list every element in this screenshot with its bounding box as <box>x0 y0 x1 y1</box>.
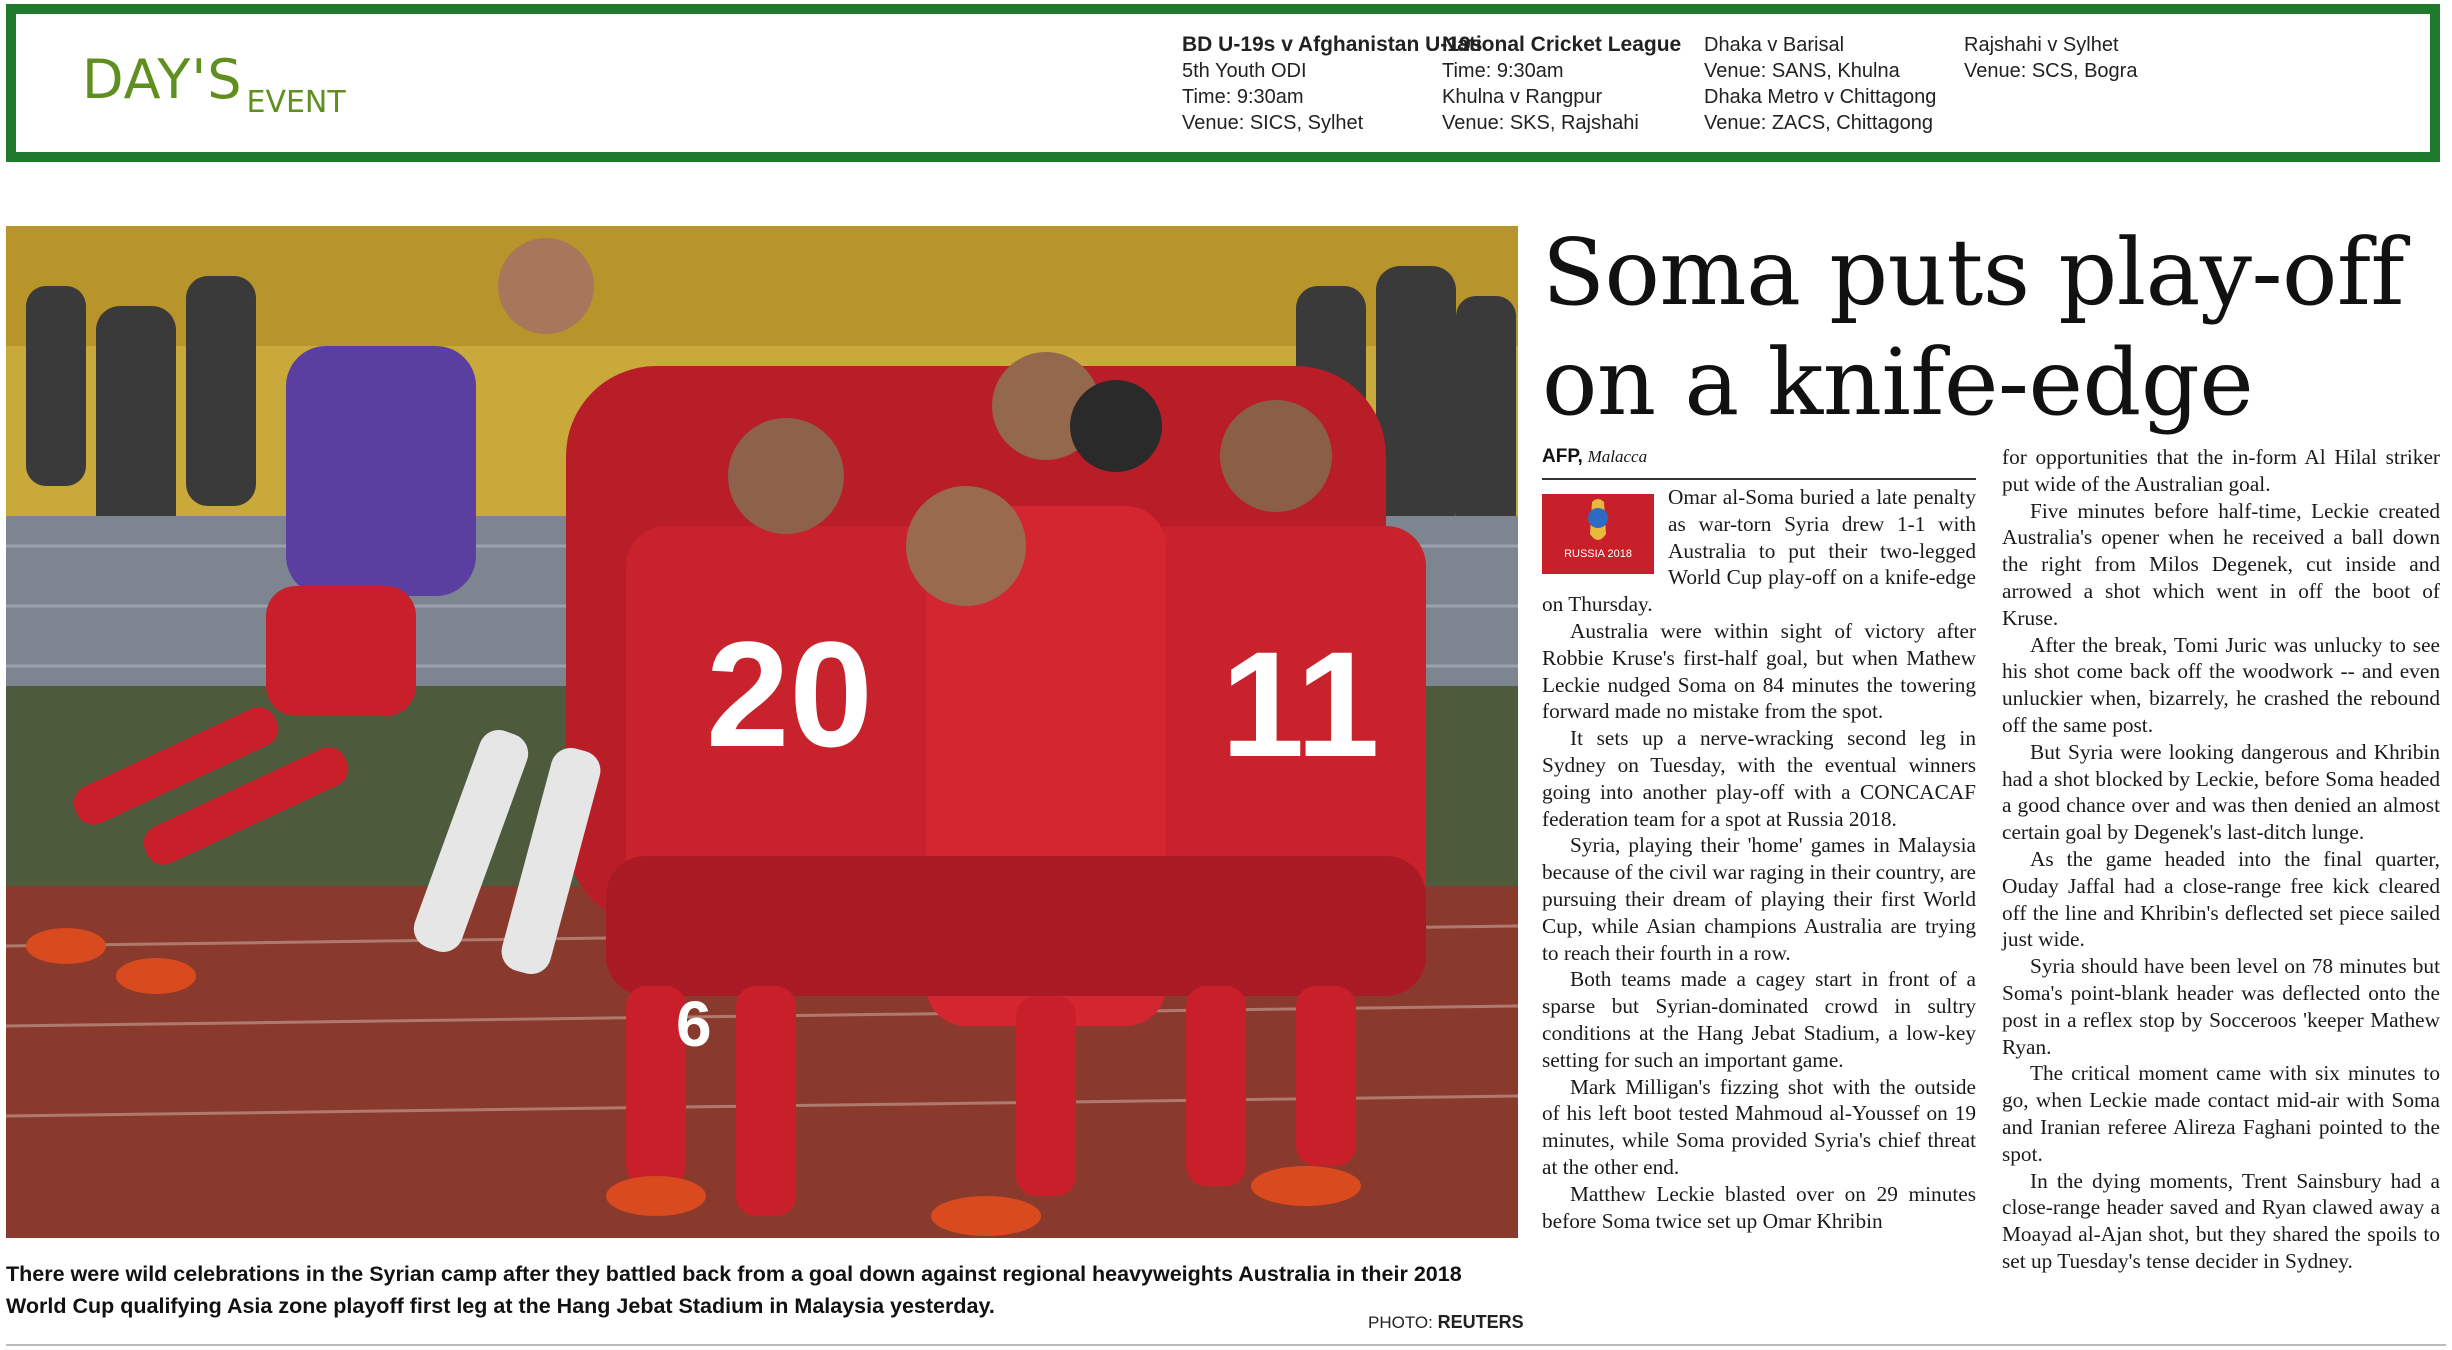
byline <box>1542 446 1647 468</box>
article-paragraph: Australia were within sight of victory after Robbie Kruse's first-half goal, but when Mathew Leckie nudged Soma on 84 minutes the towering forward made no mistake from the spot. <box>1542 618 1976 724</box>
player-head <box>906 486 1026 606</box>
player-shorts <box>266 586 416 716</box>
headline <box>1542 218 2442 438</box>
huddle-shorts <box>606 856 1426 996</box>
banner-inner <box>16 14 2430 152</box>
fixture-block-1 <box>1182 32 1482 136</box>
article-paragraph: It sets up a nerve-wracking second leg in Sydney on Tuesday, with the eventual winners going into another play-off with a CONCACAF federation team for a spot at Russia 2018. <box>1542 726 1976 831</box>
fixture-line: Dhaka v Barisal <box>1704 34 1845 56</box>
article-paragraph: Five minutes before half-time, Leckie created Australia's opener when he received a ball down the right from Milos Degenek, cut inside and arrowed a shot which went in off the boot of Kruse. <box>2002 498 2440 630</box>
article-column-1 <box>1542 484 1976 1234</box>
headline-line-1: Soma puts play-off <box>1542 219 2405 326</box>
fixture-line: Venue: ZACS, Chittagong <box>1704 112 1934 134</box>
article-paragraph: for opportunities that the in-form Al Hilal striker put wide of the Australian goal. <box>2002 445 2440 496</box>
byline-agency: AFP, <box>1542 446 1583 467</box>
brand-sub: EVENT <box>246 85 346 120</box>
fixture-line: Khulna v Rangpur <box>1442 86 1603 108</box>
photo-caption: There were wild celebrations in the Syrian camp after they battled back from a goal down against regional heavyweights Australia in their 2018 World Cup qualifying Asia zone playoff first leg at the Hang Jebat Stadium in Malaysia yesterday. <box>6 1262 1462 1318</box>
credit-source: REUTERS <box>1437 1312 1524 1332</box>
fixture-block-4 <box>1964 32 2137 84</box>
headline-line-2: on a knife-edge <box>1542 329 2254 436</box>
days-event-banner <box>6 4 2440 162</box>
celebration-photo <box>6 226 1518 1238</box>
fixture-title: BD U-19s v Afghanistan U-19s <box>1182 33 1483 56</box>
article-paragraph: Matthew Leckie blasted over on 29 minutes before Soma twice set up Omar Khribin <box>1542 1181 1976 1233</box>
article-paragraph: But Syria were looking dangerous and Khribin had a shot blocked by Leckie, before Soma headed a good chance over and was then denied an almost certain goal by Degenek's last-ditch lunge. <box>2002 739 2440 845</box>
fixture-line: Venue: SICS, Sylhet <box>1182 112 1364 134</box>
article-paragraph: The critical moment came with six minutes to go, when Leckie made contact mid-air with Soma and Iranian referee Alireza Faghani pointed to the spot. <box>2002 1061 2440 1166</box>
byline-place: Malacca <box>1587 447 1648 466</box>
player-head <box>1220 400 1332 512</box>
byline-rule <box>1542 478 1976 480</box>
logo-text: RUSSIA 2018 <box>1564 548 1632 561</box>
article-paragraph: Mark Milligan's fizzing shot with the outside of his left boot tested Mahmoud al-Youssef on 19 minutes, while Soma provided Syria's chief threat at the other end. <box>1542 1074 1976 1179</box>
article-column-2 <box>2002 444 2440 1275</box>
player-head <box>728 418 844 534</box>
article-paragraph: Syria should have been level on 78 minutes but Soma's point-blank header was deflected onto the post in a reflex stop by Socceroos 'keeper Mathew Ryan. <box>2002 954 2440 1059</box>
article-paragraph: In the dying moments, Trent Sainsbury had a close-range header saved and Ryan clawed away a Moayad al-Ajan shot, but they shared the spoils to set up Tuesday's tense decider in Sydney. <box>2002 1168 2440 1273</box>
article-paragraph: Syria, playing their 'home' games in Malaysia because of the civil war raging in their country, are pursuing their dream of playing their first World Cup, while Asian champions Australia are trying to reach their fourth in a row. <box>1542 833 1976 965</box>
player-bib <box>286 346 476 596</box>
player-head <box>1070 380 1162 472</box>
fixture-line: Time: 9:30am <box>1182 86 1304 108</box>
brand-main: DAY'S <box>82 48 243 111</box>
article-paragraph: After the break, Tomi Juric was unlucky to see his shot come back off the woodwork -- and even unluckier when, bizarrely, he crashed the rebound off the same post. <box>2002 632 2440 737</box>
fixture-line: Time: 9:30am <box>1442 60 1564 82</box>
jersey-number-11: 11 <box>1221 620 1380 788</box>
fixture-title: National Cricket League <box>1442 33 1682 56</box>
bottom-rule <box>6 1344 2446 1346</box>
jersey-number-20: 20 <box>706 610 873 778</box>
fixture-line: Venue: SANS, Khulna <box>1704 60 1900 82</box>
fixture-line: 5th Youth ODI <box>1182 60 1307 82</box>
article-paragraph: As the game headed into the final quarter, Ouday Jaffal had a close-range free kick cleared off the line and Khribin's deflected set piece sailed just wide. <box>2002 846 2440 952</box>
jersey-number-6: 6 <box>676 988 712 1060</box>
world-cup-logo <box>1542 494 1654 574</box>
fixture-line: Venue: SCS, Bogra <box>1964 60 2138 82</box>
player-head <box>498 238 594 334</box>
article-paragraph: Omar al-Soma buried a late penalty as war-torn Syria drew 1-1 with Australia to put their two-legged World Cup play-off on a knife-edge on Thursday. <box>1542 485 1976 617</box>
credit-label: PHOTO: <box>1368 1313 1433 1332</box>
photo-illustration <box>6 226 1518 1238</box>
days-event-logo <box>82 48 346 120</box>
fixture-block-3 <box>1704 32 1936 136</box>
article-paragraph: Both teams made a cagey start in front of a sparse but Syrian-dominated crowd in sultry conditions at the Hang Jebat Stadium, a low-key setting for such an important game. <box>1542 967 1976 1072</box>
fixture-line: Venue: SKS, Rajshahi <box>1442 112 1639 134</box>
fixture-line: Rajshahi v Sylhet <box>1964 34 2119 56</box>
fixture-block-2 <box>1442 32 1681 136</box>
fixture-line: Dhaka Metro v Chittagong <box>1704 86 1937 108</box>
photo-credit <box>1368 1312 1524 1333</box>
